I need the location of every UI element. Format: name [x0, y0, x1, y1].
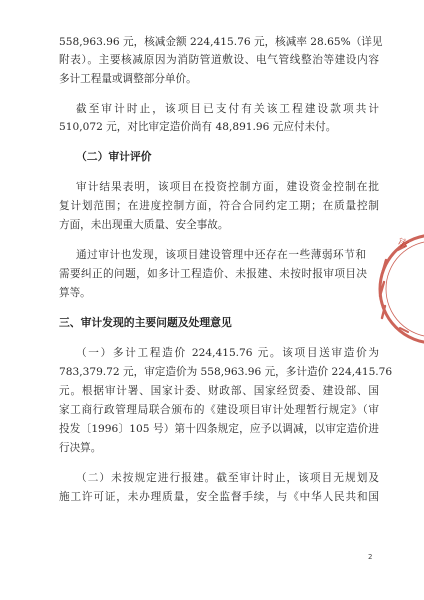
text-line: 审计结果表明，该项目在投资控制方面，建设资金控制在批 [76, 181, 379, 193]
text-line: 截至审计时止，该项目已支付有关该工程建设款项共计 [76, 103, 379, 115]
official-seal [376, 230, 424, 348]
page-number: 2 [368, 553, 373, 561]
text-line: （二）未按规定进行报建。截至审计时止，该项目无规划及 [76, 472, 379, 484]
text-line: 多计工程量或调整部分单价。 [59, 73, 197, 85]
text-line: 施工许可证，未办理质量，安全监督手续，与《中华人民共和国 [59, 491, 379, 503]
section-heading: （二）审计评价 [76, 150, 152, 163]
text-line: 需要纠正的问题，如多计工程造价、未报建、未按时报审项目决 [59, 268, 367, 280]
text-line: 元。根据审计署、国家计委、财政部、国家经贸委、建设部、国 [59, 385, 379, 397]
text-line: 家工商行政管理局联合颁布的《建设项目审计处理暂行规定》（审 [59, 404, 379, 416]
text-line: 通过审计也发现，该项目建设管理中还存在一些薄弱环节和 [76, 249, 366, 261]
section-heading: 三、审计发现的主要问题及处理意见 [59, 316, 232, 329]
text-line: 方面，未出现重大质量、安全事故。 [59, 219, 229, 231]
text-line: 算等。 [59, 287, 91, 299]
text-line: 783,379.72 元，审定造价为 558,963.96 元，多计造价 224,415.76 [59, 366, 393, 378]
text-line: 行决算。 [59, 442, 102, 454]
text-line: 投发〔1996〕105 号）第十四条规定，应予以调减，以审定造价进 [59, 423, 379, 435]
text-line: （一）多计工程造价 224,415.76 元。该项目送审造价为 [76, 347, 379, 359]
seal-lettering: 审 [394, 235, 411, 253]
text-line: 复计划范围；在进度控制方面，符合合同约定工期；在质量控制 [59, 200, 379, 212]
text-line: 558,963.96 元，核减金额 224,415.76 元，核减率 28.65%（详见 [59, 36, 383, 48]
text-line: 510,072 元，对比审定造价尚有 48,891.96 元应付未付。 [59, 121, 337, 133]
text-line: 附表）。主要核减原因为消防管道敷设、电气管线整治等建设内容 [59, 54, 379, 66]
